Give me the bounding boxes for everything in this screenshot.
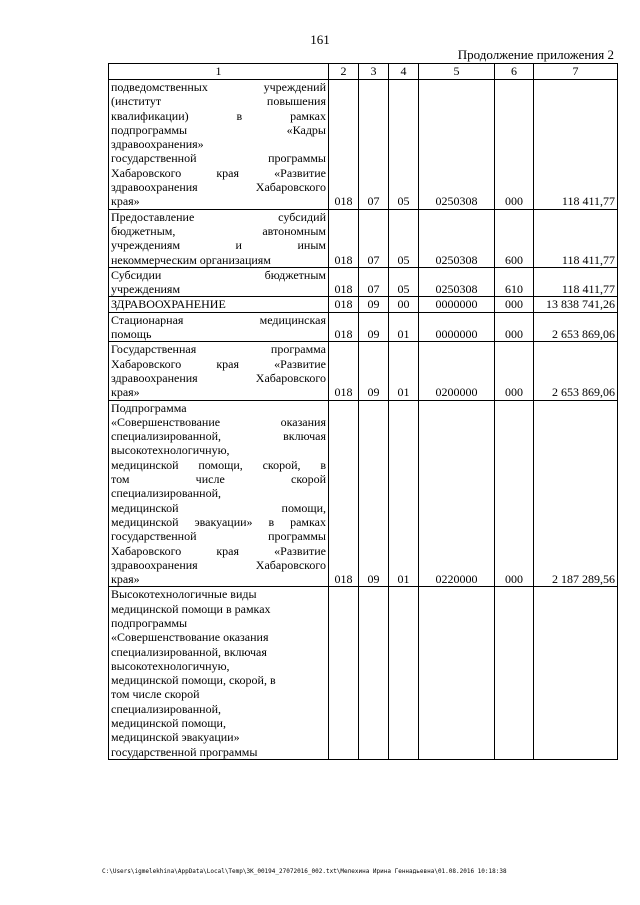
description-line: специализированной, xyxy=(111,486,222,501)
admin-code-cell: 018 xyxy=(329,267,359,297)
row-description xyxy=(109,342,329,400)
description-line: Стационарная медицинская xyxy=(111,312,326,327)
section-code-cell: 07 xyxy=(359,209,389,267)
admin-code-cell: 018 xyxy=(329,342,359,400)
description-line: медицинской помощи, xyxy=(111,500,326,515)
description-line: государственной программы xyxy=(111,529,326,544)
table-row xyxy=(109,400,618,587)
subsection-code-cell xyxy=(389,587,419,760)
description-line: учреждениям и иным xyxy=(111,238,326,253)
target-article-cell: 0250308 xyxy=(419,209,495,267)
admin-code-cell: 018 xyxy=(329,400,359,587)
subsection-code-cell: 00 xyxy=(389,297,419,312)
subsection-code-cell: 01 xyxy=(389,342,419,400)
description-line: медицинской эвакуации» xyxy=(111,730,240,745)
description-line: высокотехнологичную, xyxy=(111,658,230,673)
page-number: 161 xyxy=(310,32,330,47)
section-code-cell: 07 xyxy=(359,80,389,210)
description-line: Высокотехнологичные виды xyxy=(111,587,257,602)
column-header: 1 xyxy=(109,64,329,80)
target-article-cell: 0220000 xyxy=(419,400,495,587)
description-line: Хабаровского края «Развитие xyxy=(111,165,326,180)
amount-cell: 118 411,77 xyxy=(534,80,618,210)
expense-type-cell: 000 xyxy=(495,400,534,587)
description-line: здравоохранения Хабаровского xyxy=(111,557,326,572)
table-row xyxy=(109,80,618,210)
column-header: 4 xyxy=(389,64,419,80)
column-header: 7 xyxy=(534,64,618,80)
description-line: здравоохранения» xyxy=(111,137,204,152)
description-line: Хабаровского края «Развитие xyxy=(111,543,326,558)
description-line: медицинской эвакуации» в рамках xyxy=(111,514,326,529)
admin-code-cell xyxy=(329,587,359,760)
column-header: 6 xyxy=(495,64,534,80)
amount-cell xyxy=(534,587,618,760)
row-description xyxy=(109,400,329,587)
description-line: некоммерческим организациям xyxy=(111,252,271,267)
admin-code-cell: 018 xyxy=(329,80,359,210)
description-line: государственной программы xyxy=(111,744,258,759)
description-line: Предоставление субсидий xyxy=(111,209,326,224)
amount-cell: 118 411,77 xyxy=(534,209,618,267)
table-row xyxy=(109,297,618,312)
expense-type-cell: 000 xyxy=(495,297,534,312)
subsection-code-cell: 05 xyxy=(389,267,419,297)
expense-type-cell: 000 xyxy=(495,342,534,400)
amount-cell: 2 653 869,06 xyxy=(534,312,618,342)
expense-type-cell: 000 xyxy=(495,80,534,210)
subsection-code-cell: 01 xyxy=(389,312,419,342)
description-line: квалификации) в рамках xyxy=(111,108,326,123)
table-row xyxy=(109,587,618,760)
target-article-cell: 0000000 xyxy=(419,312,495,342)
description-line: ЗДРАВООХРАНЕНИЕ xyxy=(111,297,226,312)
column-header-row xyxy=(109,64,618,80)
target-article-cell xyxy=(419,587,495,760)
row-description xyxy=(109,267,329,297)
description-line: том числе скорой xyxy=(111,472,326,487)
row-description xyxy=(109,587,329,760)
expense-type-cell: 610 xyxy=(495,267,534,297)
subsection-code-cell: 05 xyxy=(389,80,419,210)
description-line: края» xyxy=(111,385,140,400)
expense-type-cell xyxy=(495,587,534,760)
subsection-code-cell: 01 xyxy=(389,400,419,587)
section-code-cell: 09 xyxy=(359,297,389,312)
description-line: специализированной, xyxy=(111,701,222,716)
section-code-cell: 09 xyxy=(359,342,389,400)
target-article-cell: 0250308 xyxy=(419,267,495,297)
amount-cell: 13 838 741,26 xyxy=(534,297,618,312)
description-line: учреждениям xyxy=(111,282,181,297)
table-row xyxy=(109,312,618,342)
description-line: специализированной, включая xyxy=(111,429,326,444)
description-line: здравоохранения Хабаровского xyxy=(111,370,326,385)
description-line: помощь xyxy=(111,327,152,342)
description-line: «Совершенствование оказания xyxy=(111,414,326,429)
description-line: Государственная программа xyxy=(111,342,326,357)
description-line: медицинской помощи, xyxy=(111,716,226,731)
description-line: подведомственных учреждений xyxy=(111,80,326,94)
section-code-cell xyxy=(359,587,389,760)
admin-code-cell: 018 xyxy=(329,297,359,312)
expense-type-cell: 600 xyxy=(495,209,534,267)
column-header: 5 xyxy=(419,64,495,80)
column-header: 2 xyxy=(329,64,359,80)
description-line: специализированной, включая xyxy=(111,644,267,659)
expense-type-cell: 000 xyxy=(495,312,534,342)
description-line: медицинской помощи, скорой, в xyxy=(111,457,326,472)
amount-cell: 2 653 869,06 xyxy=(534,342,618,400)
description-line: края» xyxy=(111,194,140,209)
table-row xyxy=(109,267,618,297)
description-line: Субсидии бюджетным xyxy=(111,267,326,282)
table-row xyxy=(109,209,618,267)
description-line: края» xyxy=(111,572,140,587)
description-line: «Совершенствование оказания xyxy=(111,630,269,645)
admin-code-cell: 018 xyxy=(329,209,359,267)
row-description xyxy=(109,80,329,210)
file-path-footer: C:\Users\igmelekhina\AppData\Local\Temp\ЗК_00194_27072016_002.txt\Мелехина Ирина Геннадьевна\01.08.2016 10:18:38 xyxy=(102,868,507,875)
description-line: Хабаровского края «Развитие xyxy=(111,356,326,371)
budget-table xyxy=(108,63,618,760)
description-line: здравоохранения Хабаровского xyxy=(111,180,326,195)
row-description xyxy=(109,312,329,342)
table-row xyxy=(109,342,618,400)
subsection-code-cell: 05 xyxy=(389,209,419,267)
description-line: высокотехнологичную, xyxy=(111,443,230,458)
description-line: бюджетным, автономным xyxy=(111,223,326,238)
description-line: том числе скорой xyxy=(111,687,200,702)
description-line: государственной программы xyxy=(111,151,326,166)
admin-code-cell: 018 xyxy=(329,312,359,342)
column-header: 3 xyxy=(359,64,389,80)
row-description xyxy=(109,209,329,267)
target-article-cell: 0200000 xyxy=(419,342,495,400)
description-line: Подпрограмма xyxy=(111,400,187,415)
section-code-cell: 09 xyxy=(359,400,389,587)
section-code-cell: 09 xyxy=(359,312,389,342)
amount-cell: 2 187 289,56 xyxy=(534,400,618,587)
description-line: медицинской помощи, скорой, в xyxy=(111,673,276,688)
target-article-cell: 0250308 xyxy=(419,80,495,210)
row-description xyxy=(109,297,329,312)
table-body xyxy=(109,80,618,760)
appendix-continuation-label: Продолжение приложения 2 xyxy=(457,47,614,62)
description-line: медицинской помощи в рамках xyxy=(111,601,271,616)
description-line: подпрограммы «Кадры xyxy=(111,122,326,137)
amount-cell: 118 411,77 xyxy=(534,267,618,297)
description-line: (институт повышения xyxy=(111,94,326,109)
target-article-cell: 0000000 xyxy=(419,297,495,312)
description-line: подпрограммы xyxy=(111,615,188,630)
section-code-cell: 07 xyxy=(359,267,389,297)
